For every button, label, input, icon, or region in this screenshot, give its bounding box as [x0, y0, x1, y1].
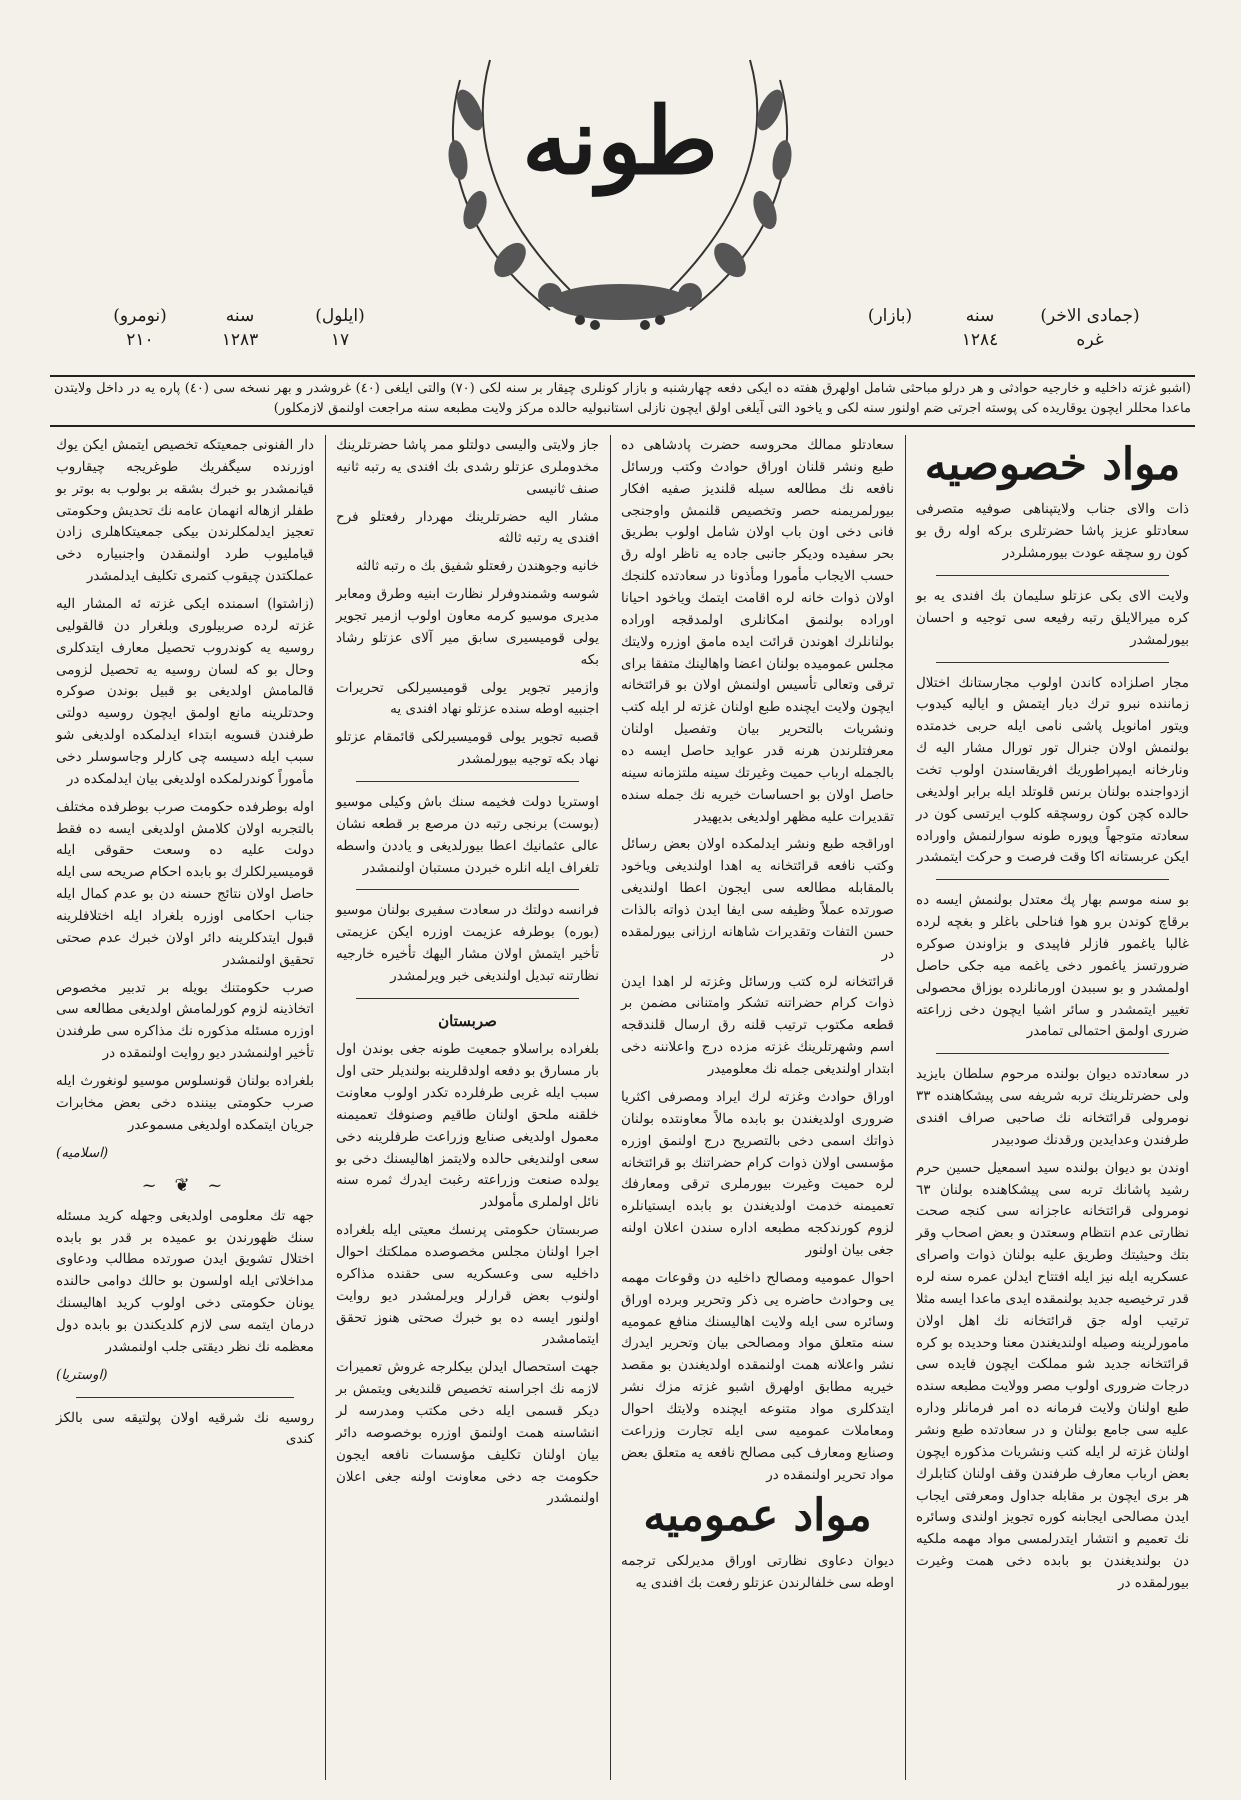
article-paragraph: (زاشتوا) اسمنده ايكی غزته ئه المشار اليه غزته لرده صربيلوری وبلغرار دن قالقوليی روسيه يه كوندروب تحصيل معارف ايتدكلری وحال بو كه لسان روسيه يه تحصيل لزومی قالمامش اولديغی بو قبيل بوندن صوكره وحدتلرينه مانع اولمق ايچون روسيه دولتی طرفندن قسويه ابتداء ايدلمكده اولديغی شو سبب ايله دسيسه چی كارلر وجاسوسلر دخی مأموراً كوندرلمكده اولديغی بيان ايدلمكده در [56, 596, 314, 787]
article-paragraph: بلغراده بولنان قونسلوس موسيو لونغورث ايله صرب حكومتی بيننده دخی بعض مخابرات جريان ايتمكده اولديغی مسموعدر [56, 1073, 314, 1133]
newspaper-title: طونه [522, 87, 718, 195]
article-paragraph: مجار اصلزاده كاندن اولوب مجارستانك اختلال زماننده نبرو ترك ديار ايتمش و اياليه كيدوب ويتور امانويل پاشی نامی ايله حربی خدمتده بولنمش اولان جنرال تور تورال مشار اليه ك ونارخانه ايمپراطوريك افريقاسندن اولوب تخت ازدواجنده بولنان برنس قلوتلد ايله برابر اولديغی حالده كچن كون روسچقه كلوب ايرتسی كون در سعادته متوجهاً وپوره طونه سوارلنمش واوراده ايكن عربستانه اكا وقت فرصت و حركت ايتمشدر [916, 674, 1189, 866]
article-paragraph: خانيه وجوهندن رفعتلو شفيق بك ه رتبه ثالثه [355, 558, 599, 575]
article-paragraph: صرب حكومتنك بويله بر تدبير مخصوص اتخاذينه لزوم كورلمامش اولديغی مطالعه سی اوزره مسئله مذكوره نك مذاكره سی طرفندن تأخير اولنمشدر ديو روايت اولنمقده در [56, 979, 314, 1062]
subscription-notice: (اشبو غزته داخليه و خارجيه حوادثی و هر درلو مباحثی شامل اولهرق هفته ده ايكی دفعه چهارشنبه و بازار كونلری چيقار بر سنه لكی (٧٠) والتی ايلغی (٤٠) غروشدر و بهر نسخه سی (٤٠) پاره يه در داخل ولايتدن ماعدا محللر ايچون يوقاريده كی پوسته اجرتی ضم اولنور سنه لكی و ياخود التی آيلغی اولق ايچون نازلی استانبوليه حالده مركز ولايت مطبعه سنه مراجعت اولنمق لازمكلور) [50, 375, 1195, 427]
article-paragraph: اوراق حوادث وغزته لرك ايراد ومصرفی اكثريا ضروری اولديغندن بو بابده مالاً معاونتده بولنان ذواتك اسمی دخی بالتصريح درج اولنمق اوزره مؤسسی اولان ذوات كرام حضراتنك بو قرائتخانه لره حميت وغيرت بيورملری ترقی ومعارفك تعميمنه خدمت اولديغندن بو بابده ايستيانلره لزوم كورندكجه مطبعه اداره سندن اعلان اولنه جغی بيان اولنور [621, 1088, 894, 1258]
article-paragraph: در سعادتده ديوان بولنده مرحوم سلطان بايزيد ولی حضرتلرينك تربه شريفه سی پيشكاهنده ٣٣ نومرولی قرائتخانه نك صاحبی صراف افندی طرفندن وعدايدين ورقدنك صودبيدر [916, 1066, 1189, 1148]
article-paragraph: ولايت الای بكی عزتلو سليمان بك افندی يه بو كره ميرالايلق رتبه رفيعه سی توجيه و احسان بيورلمشدر [916, 587, 1189, 648]
section-heading-serbia: صربستان [438, 1011, 497, 1030]
month-label: (ايلول) [315, 306, 365, 326]
article-paragraph: اوستريا دولت فخيمه سنك باش وكيلی موسيو (بوست) برنجی رتبه دن مرصع بر قطعه نشان عالی عثمانيك اعطا بيورلديغی و ياددن واسطه تلغراف ايله انلره خبردن مستبان اولنمشدر [336, 794, 599, 876]
article-paragraph: بلغراده براسلاو جمعيت طونه جغی بوندن اول بار مسارق بو دفعه اولدقلرينه بولنديلر حتی اول سبب ايله غربی طرفلرده تكدر اولوب معاونت خلقنه ملحق اولنان طاقيم وصنوفك تعميمنه معمول اولديغی صنايع وزراعت طرفلرينه دخی سعی اولنديغی حالده ولايتمز اهالیسنك دخی بو يولده صنعت وزراعته رغبت ايدرك ثمره سنه نائل اولملری مأمولدر [336, 1041, 599, 1211]
hijri-month-box [1030, 305, 1150, 353]
divider [76, 1397, 294, 1398]
hijri-month-value: غره [1076, 329, 1104, 350]
divider [936, 879, 1169, 880]
ornament-divider: ~ ❦ ~ [141, 1174, 229, 1196]
column-rule [325, 435, 326, 1780]
column-rule [610, 435, 611, 1780]
issue-number-label: (نومرو) [113, 306, 167, 326]
issue-number-box [95, 305, 185, 353]
divider [936, 662, 1169, 663]
divider [936, 575, 1169, 576]
year-label-right: سنه [965, 306, 995, 326]
article-paragraph: بو سنه موسم بهار پك معتدل بولنمش ايسه ده برقاچ كوندن برو هوا فناحلی باغلر و بغچه لرده غالبا ياغمور فازلر فاپيدی و بزاوندن صوكره ضرورتسز ياغمور دخی ياغمه ميه جكی حاصل اولمشدر و بو سببدن اورمانلرده بوزاق محصولی تغيير ايتمشدر و سائر اشيا ايچون دخی زراعته ضرری اولمق احتمالی تمامدر [916, 892, 1189, 1040]
hijri-month-label: (جمادی الاخر) [1040, 306, 1140, 326]
article-paragraph: مشار اليه حضرتلرينك مهردار رفعتلو فرح افندی يه رتبه ثالثه [336, 508, 599, 547]
month-value: ١٧ [330, 329, 350, 350]
column-2 [615, 435, 900, 1780]
year-value-right: ١٢٨٤ [961, 329, 999, 350]
month-box [295, 305, 385, 353]
article-paragraph: جهت استحصال ايدلن بيكلرجه غروش تعميرات لازمه نك اجراسنه تخصيص قلنديغی ويتمش بر ديكر قسمی ايله دخی مكتب ومدرسه لر انشاسنه همت اولنمق اوزره بوخصوصه دائر بيان اولنان تكليف مؤسسات نافعه ايجون حكومت جه دخی معاونت اولنه جغی اعلان اولنمشدر [336, 1359, 599, 1507]
article-paragraph: اوله بوطرفده حكومت صرب بوطرفده مختلف بالتجربه اولان كلامش اولديغی ايسه ده فقط دولت عليه ده وسعت حقوقی ايله قوميسيرلكلرك بو بابده احكام صريحه سی ايله حاصل اولان نتائج حسنه دن بو عدم كمال ايله جناب احكامی اوزره بلغراد ايله اختلافلرينه قبول ايتدكلرينه دائر اولان خبرك عدم صحتی تحقيق اولنمشدر [56, 798, 314, 968]
divider [936, 1053, 1169, 1054]
issue-number-value: ٢١٠ [126, 329, 154, 350]
divider [356, 781, 579, 782]
article-paragraph: جاز ولايتی والیسی دولتلو ممر پاشا حضرتلرينك مخدوملری عزتلو رشدی بك افندی يه رتبه ثانيه صنف ثانيسی [336, 437, 599, 497]
article-paragraph: اوندن بو ديوان بولنده سيد اسمعيل حسين حرم رشيد پاشانك تربه سی پيشكاهنده بولنان ٦٣ نومرولی قرائتخانه عاجزانه سی كنجه صحت نظارتی عدم انتظام وسعتدن و بعض اصحاب وقر بتك وحيثيتك وطريق عليه بولنان ذوات واصرای عسكريه ايله نيز ايله افتتاح ايدلن عمره سنه لره قدر ترخيصيه جديد بولنمقده ايدی ماعدا ايسه مثلا ترتيب اوله جق قرائتخانه نك اهل اولان مامورلرينه وصيله اولنديغندن معنا وحديده بو كره قرائتخانه جديد شو مملكت ايچون فايده سی درجات ضروری اولوب مصر وولايت مطبعه سنده طبع اولنان ولايت فرمانه ده امر فرمانلر وداره عليه سی جامع بولنان و در سعادتده طبع ونشر اولنان غزته لر ايله كتب ونشريات مذكوره ايچون بعض ارباب معارف طرفندن وقف اولنان كتابلرك هر بری ايچون بر مقابله جداول ومعرفتی ايجاب ايدن مصالحی ايجابنه كوره تجويز اولندی وسائره نك تعميم و انتشار ايتدرلمسی مواد مهمه ملكيه دن بولنديغندن بو بابده دخی همت وغيرت بيورلمقده در [916, 1159, 1189, 1592]
divider [356, 889, 579, 890]
column-3 [330, 435, 605, 1780]
year-box-right [945, 305, 1015, 353]
article-paragraph: قرائتخانه لره كتب ورسائل وغزته لر اهدا ايدن ذوات كرام حضراتنه تشكر وامتنانی مضمن بر قطعه مكتوب ترتيب قلنه رق ارسال قلندقجه اسم وشهرتلرينك غزته مزده درج واعلاننه دخی ابتدار اولنديغی جمله نك معلوميدر [621, 973, 894, 1078]
article-paragraph: صربستان حكومتی پرنسك معيتی ايله بلغراده اجرا اولنان مجلس مخصوصده مملكتك احوال داخليه سی وعسكريه سی حقنده مذاكره اولنوب بعض قرارلر ويرلمشدر ديو روايت اولنور ايسه ده بو خبرك صحتی هنوز تحقق ايتمامشدر [336, 1222, 599, 1348]
weekday-box [845, 305, 935, 329]
article-paragraph: ذات والای جناب ولايتپناهی صوفيه متصرفی سعادتلو عزيز پاشا حضرتلری بركه اوله رق بو كون رو سچقه عودت بيورمشلردر [916, 501, 1189, 562]
article-paragraph: وازمير تجوير يولی قوميسيرلكی تحريرات اجنبيه اوطه سنده عزتلو نهاد افندی يه [336, 679, 599, 718]
section-heading-private: مواد خصوصيه [924, 439, 1181, 490]
source-signature: (اسلاميه) [56, 1144, 109, 1161]
column-4 [50, 435, 320, 1780]
masthead [0, 0, 1241, 370]
article-paragraph: احوال عموميه ومصالح داخليه دن وقوعات مهمه يی وحوادث حاضره يی ذكر وتحرير وبرده اوراق وسائره سی ايله ولايت اهالیسنك منافع عموميه سنه متعلق مواد ومصالحی بيان وتحرير ايدرك نشر واعلانه همت اولنمقده اولديغندن بو مقصد خيريه مطابق اولهرق اشبو غزته مزك نشر ايتدكلری مواد متنوعه ايچنده ولايتك احوال ومعاملات عموميه سی ايله تجارت وزراعت وصنايع ومعارف كبی مصالح نافعه يه متعلق بعض مواد تحرير اولنمقده در [621, 1269, 894, 1483]
divider [356, 998, 579, 999]
article-paragraph: اوراقجه طبع ونشر ايدلمكده اولان بعض رسائل وكتب نافعه قرائتخانه يه اهدا اولنديغی وياخود بالمقابله مطالعه سی ايجون اعطا اولنديغی صورتده عملاً وظيفه سی ايفا ايدن ذواته بالذات حسن التفات وتقديرات شاهانه ارزانی بيورلمقده در [621, 836, 894, 962]
source-signature: (اوستريا) [56, 1366, 108, 1383]
article-paragraph: فرانسه دولتك در سعادت سفيری بولنان موسيو (بوره) بوطرفه عزيمت اوزره ايكن عزيمتی تأخير ايتمش اولان مشار اليهك تأخيره خارجيه نظارتنه تبديل اولنديغی خبر ويرلمشدر [336, 902, 599, 985]
article-paragraph: ديوان دعاوی نظارتی اوراق مديرلكی ترجمه اوطه سی خلفالرندن عزتلو رفعت بك افندی يه [621, 1552, 894, 1591]
column-rule [905, 435, 906, 1780]
article-paragraph: دار الفنونی جمعيتكه تخصيص ايتمش ايكن يوك اوزرنده سيگفريك طوغريجه چيقاروب قيانمشدر بو خبرك بشقه بر بولوب به بوتر بو طفلر ازهاله انهمان عامه نك تحديش وحكومتی تعجيز ايدلمكلرندن بيكی جمعيتكاهلری زادن قيامليوب طرد اولنمقدن واجنبياره دخی عملكتدن چيقوب كتمری تكليف ايدلمشدر [56, 437, 314, 585]
article-paragraph: روسيه نك شرقيه اولان پولتيقه سی بالكز كندی [56, 1409, 314, 1448]
article-paragraph: شوسه وشمندوفرلر نظارت ابنيه وطرق ومعابر مديری موسيو كرمه معاون اولوب ازمير تجوير يولی قوميسيری سابق مير آلای عزتلو رشاد بكه [336, 586, 599, 668]
year-box-left [195, 305, 285, 353]
article-paragraph: قصبه تجوير يولی قوميسيرلكی قائمقام عزتلو نهاد بكه توجيه بيورلمشدر [336, 729, 599, 768]
article-paragraph: سعادتلو ممالك محروسه حضرت پادشاهی ده طبع ونشر قلنان اوراق حوادث وكتب ورسائل نافعه نك مطالعه سيله قلنديز صفيه افكار بيورلمريمنه حصر وتخصيص قلنمش واوجنجی فانی دخی اون باب اولان شامل اولوب بطريق بحر سفيده وديكر جانبی جاده يه ناظر اوله رق حسب الايجاب مأمورا ومأذونا در سعادتده كلنجك اولان ذوات خانه لره اقامت ايتمك وياخود احيانا اوراده بولنمق امكانلری اولمدقجه اوراده بولنانلرك اهوندن قرائت ايده مامق اوزره ولايتك مجلس عموميده بولنان اعضا واهالینك متفقا برای ترقی وتعالی تأسيس اولنمش اولان بو قرائتخانه ايچون ولايت ايچنده طبع اولنان غزته لر ايله كتب ونشريات بالتحرير بيان وتفصيل اولنان معرفتلرندن هرنه قدر عوايد حاصل ايسه ده بالجمله ارباب حميت وغيرتك سينه ملتزمانه سينه حاصل اولان بو احساسات خيريه نك جمله سنده تقديرات عليه مظهر اولديغی بديهيدر [621, 437, 894, 825]
year-value-left: ١٢٨٣ [221, 329, 259, 350]
column-1 [910, 435, 1195, 1780]
article-paragraph: جهه تك معلومی اولديغی وجهله كريد مسئله سنك ظهورندن بو عميده بر قدر بو بابده اختلال تشويق ايدن صورتده مطالب ودعاوی مداخلاتی ايله اولسون بو حالك دوامی حالنده يونان حكومتی دخی اولوب كريد اهالیسنك درمان ايتمه سی لازم كلديكندن بو بابده دول معظمه نك نظر ديقتی جلب اولنمشدر [56, 1207, 314, 1355]
section-heading-public: مواد عموميه [643, 1490, 872, 1542]
weekday-label: (بازار) [867, 306, 913, 326]
year-label-left: سنه [225, 306, 255, 326]
